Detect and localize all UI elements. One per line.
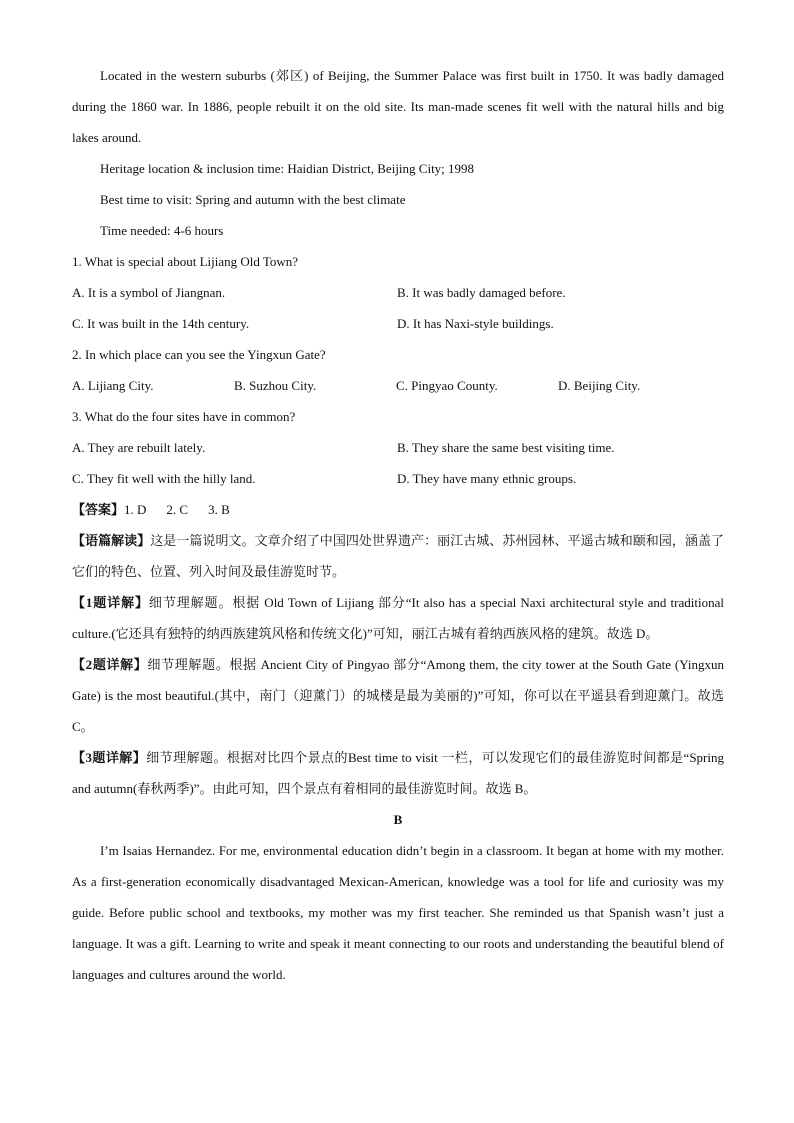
section-b-heading: B: [393, 812, 403, 827]
detail-2-text: 细节理解题。根据 Ancient City of Pingyao 部分“Among them, the city tower at the South Gate (Yingxun Gate) is the most beautiful.(其中，南门（迎薰门）的城楼是最为美丽的)”可知，你可以在平遥县看到迎薰门。故选 C。: [72, 657, 724, 734]
detail-1-text: 细节理解题。根据 Old Town of Lijiang 部分“It also has a special Naxi architectural style and traditional culture.(它还具有独特的纳西族建筑风格和传统文化)”可知，丽江古城有着纳西族风格的建筑。故选 D。: [72, 595, 724, 641]
question-1-stem: 1. What is special about Lijiang Old Town?: [72, 254, 299, 269]
answer-item-2: 2. C: [166, 502, 189, 517]
question-2-options-row: [72, 370, 724, 401]
answer-item-1: 1. D: [124, 502, 147, 517]
q2-option-a: A. Lijiang City.: [72, 378, 154, 393]
q3-option-a: A. They are rebuilt lately.: [72, 440, 206, 455]
q2-option-b: B. Suzhou City.: [234, 378, 317, 393]
q2-option-d: D. Beijing City.: [558, 378, 641, 393]
analysis-paragraph: [72, 525, 724, 587]
q1-option-a: A. It is a symbol of Jiangnan.: [72, 285, 226, 300]
detail-2-paragraph: [72, 649, 724, 742]
time-needed-info: Time needed: 4-6 hours: [100, 223, 224, 238]
heritage-info: Heritage location & inclusion time: Haidian District, Beijing City; 1998: [100, 161, 475, 176]
detail-3-paragraph: [72, 742, 724, 804]
section-b-paragraph: I’m Isaias Hernandez. For me, environmental education didn’t begin in a classroom. It began at home with my mother. As a first-generation economically disadvantaged Mexican-American, knowledge was a tool for life and curiosity was my guide. Before public school and textbooks, my mother was my first teacher. She reminded us that Spanish wasn’t just a language. It was a gift. Learning to write and speak it meant connecting to our roots and understanding the beautiful blend of languages and cultures around the world.: [72, 843, 724, 982]
detail-1-label: 【1题详解】: [72, 595, 149, 610]
detail-3-label: 【3题详解】: [72, 750, 147, 765]
q3-option-d: D. They have many ethnic groups.: [397, 471, 577, 486]
question-1-options-row-1: [72, 277, 724, 308]
answer-item-3: 3. B: [208, 502, 230, 517]
answer-label: 【答案】: [72, 502, 125, 517]
q1-option-d: D. It has Naxi-style buildings.: [397, 316, 554, 331]
question-1-options-row-2: [72, 308, 724, 339]
q3-option-c: C. They fit well with the hilly land.: [72, 471, 256, 486]
q3-option-b: B. They share the same best visiting time.: [397, 440, 615, 455]
q1-option-b: B. It was badly damaged before.: [397, 285, 566, 300]
detail-1-paragraph: [72, 587, 724, 649]
q1-option-c: C. It was built in the 14th century.: [72, 316, 250, 331]
best-time-info: Best time to visit: Spring and autumn with the best climate: [100, 192, 406, 207]
q2-option-c: C. Pingyao County.: [396, 378, 498, 393]
analysis-label: 【语篇解读】: [72, 533, 151, 548]
question-3-options-row-1: [72, 432, 724, 463]
detail-2-label: 【2题详解】: [72, 657, 148, 672]
detail-3-text: 细节理解题。根据对比四个景点的Best time to visit 一栏，可以发现它们的最佳游览时间都是“Spring and autumn(春秋两季)”。由此可知，四个景点有着相同的最佳游览时间。故选 B。: [72, 750, 724, 796]
question-2-stem: 2. In which place can you see the Yingxun Gate?: [72, 347, 326, 362]
analysis-text: 这是一篇说明文。文章介绍了中国四处世界遗产：丽江古城、苏州园林、平遥古城和颐和园，涵盖了它们的特色、位置、列入时间及最佳游览时节。: [72, 533, 724, 579]
question-3-stem: 3. What do the four sites have in common?: [72, 409, 296, 424]
answer-line: [72, 494, 724, 525]
question-3-options-row-2: [72, 463, 724, 494]
passage-intro: Located in the western suburbs (郊区) of Beijing, the Summer Palace was first built in 1750. It was badly damaged during the 1860 war. In 1886, people rebuilt it on the old site. Its man-made scenes fit well with the natural hills and big lakes around.: [72, 68, 724, 145]
document-content: [72, 60, 724, 990]
